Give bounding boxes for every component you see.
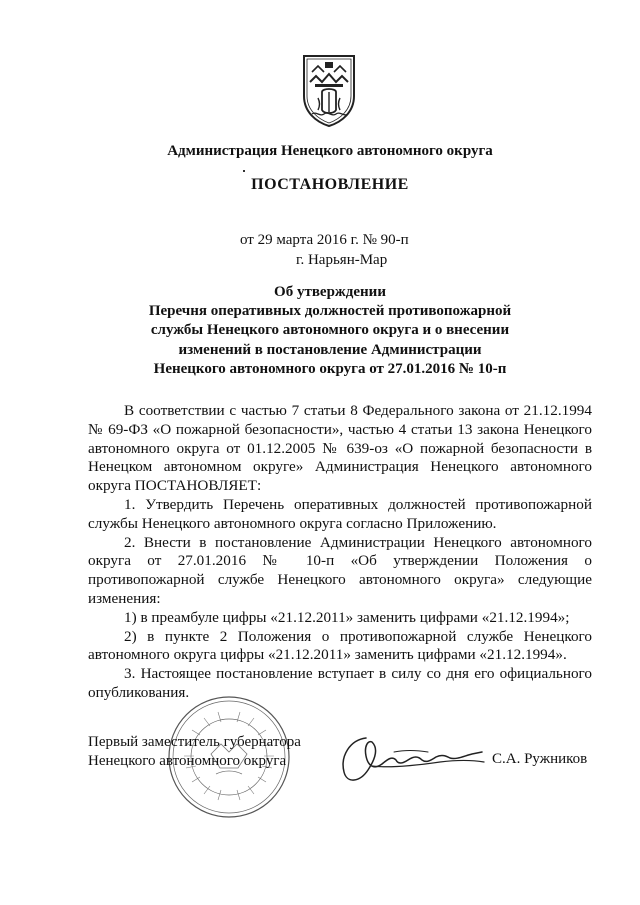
body-paragraph: 1. Утвердить Перечень оперативных должностей противопожарной службы Ненецкого автономного округа согласно Приложению. [88, 495, 592, 532]
body-paragraph: 2. Внести в постановление Администрации Ненецкого автономного округа от 27.01.2016 № 10-п «Об утверждении Положения о противопожарной службе Ненецкого автономного округа» следующие изменения: [88, 533, 592, 607]
nenets-coat-of-arms-icon [298, 52, 360, 128]
subject-line: Перечня оперативных должностей противопожарной [148, 303, 512, 320]
document-city: г. Нарьян-Мар [296, 252, 388, 268]
handwritten-signature-icon [332, 726, 492, 796]
signatory-position [88, 733, 301, 770]
signatory-position-line: Ненецкого автономного округа [88, 752, 287, 769]
body-paragraph: 3. Настоящее постановление вступает в силу со дня его официального опубликования. [88, 665, 592, 701]
organization-name: Администрация Ненецкого автономного округа [167, 143, 493, 159]
subject-line: Ненецкого автономного округа от 27.01.2016 № 10-п [153, 360, 507, 377]
body-paragraph: В соответствии с частью 7 статьи 8 Федерального закона от 21.12.1994 № 69-ФЗ «О пожарной безопасности», частью 4 статьи 13 закона Ненецкого автономного округа от 01.12.2005 № 639-оз «О пожарной безопасности в Ненецком автономном округе» Администрация Ненецкого автономного округа ПОСТАНОВЛЯЕТ: [88, 402, 592, 495]
signer-name: С.А. Ружников [492, 751, 588, 767]
speck-mark [243, 170, 245, 172]
document-date-number: от 29 марта 2016 г. № 90-п [240, 232, 409, 248]
signatory-position-line: Первый заместитель губернатора [88, 734, 301, 750]
body-paragraph: 2) в пункте 2 Положения о противопожарной службе Ненецкого автономного округа цифры «21.12.2011» заменить цифрами «21.12.1994». [88, 627, 592, 664]
document-type: ПОСТАНОВЛЕНИЕ [251, 176, 409, 193]
subject-line: службы Ненецкого автономного округа и о внесении [150, 322, 510, 339]
body-paragraph: 1) в преамбуле цифры «21.12.2011» заменить цифрами «21.12.1994»; [124, 608, 570, 626]
subject-line: Об утверждении [274, 284, 386, 300]
document-body [88, 402, 592, 703]
document-subject [60, 283, 600, 379]
subject-line: изменений в постановление Администрации [178, 341, 482, 358]
